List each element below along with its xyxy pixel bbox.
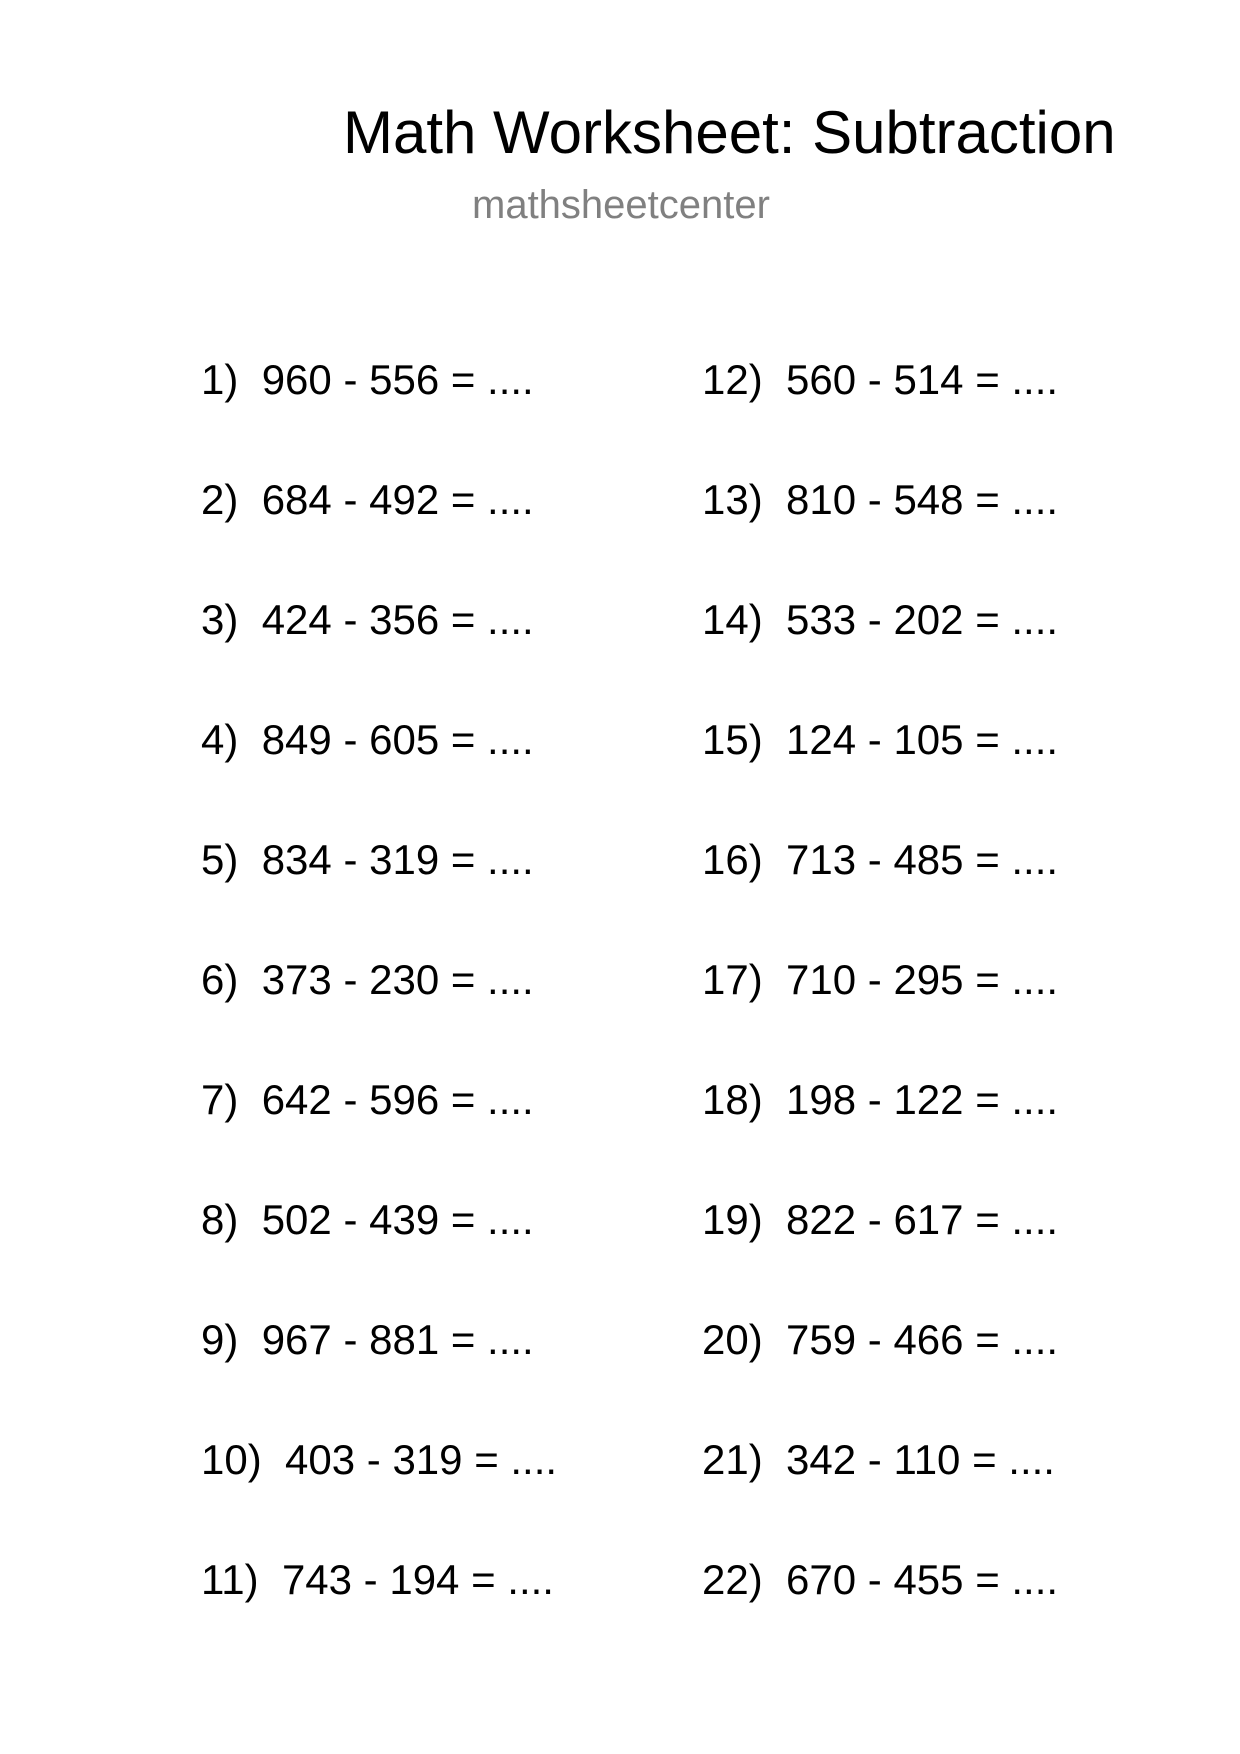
worksheet-title: Math Worksheet: Subtraction xyxy=(343,99,1116,166)
problem-expression: 342 - 110 = .... xyxy=(786,1436,1055,1483)
problem-item xyxy=(201,1435,557,1485)
problem-expression: 710 - 295 = .... xyxy=(786,956,1059,1003)
problem-number: 13) xyxy=(702,476,763,523)
problem-expression: 684 - 492 = .... xyxy=(261,476,534,523)
problem-number: 6) xyxy=(201,956,239,1003)
problem-item xyxy=(201,835,534,885)
problem-item xyxy=(702,1435,1055,1485)
problem-number: 9) xyxy=(201,1316,239,1363)
problem-expression: 960 - 556 = .... xyxy=(261,356,534,403)
problem-number: 20) xyxy=(702,1316,763,1363)
problem-number: 5) xyxy=(201,836,239,883)
problem-number: 21) xyxy=(702,1436,763,1483)
problem-item xyxy=(702,595,1058,645)
problem-expression: 373 - 230 = .... xyxy=(261,956,534,1003)
problem-item xyxy=(702,835,1058,885)
problem-number: 18) xyxy=(702,1076,763,1123)
problem-number: 8) xyxy=(201,1196,239,1243)
problem-number: 2) xyxy=(201,476,239,523)
problem-expression: 533 - 202 = .... xyxy=(786,596,1059,643)
problem-number: 3) xyxy=(201,596,239,643)
problem-expression: 834 - 319 = .... xyxy=(261,836,534,883)
problem-number: 7) xyxy=(201,1076,239,1123)
problem-item xyxy=(702,955,1058,1005)
problem-expression: 967 - 881 = .... xyxy=(261,1316,534,1363)
problem-expression: 670 - 455 = .... xyxy=(786,1556,1059,1603)
problem-item xyxy=(702,475,1058,525)
problem-expression: 642 - 596 = .... xyxy=(261,1076,534,1123)
problem-item xyxy=(201,1555,554,1605)
problem-number: 16) xyxy=(702,836,763,883)
problem-item xyxy=(702,1075,1058,1125)
problem-expression: 822 - 617 = .... xyxy=(786,1196,1059,1243)
problem-expression: 403 - 319 = .... xyxy=(285,1436,558,1483)
problem-expression: 849 - 605 = .... xyxy=(261,716,534,763)
problem-expression: 424 - 356 = .... xyxy=(261,596,534,643)
problem-item xyxy=(201,595,534,645)
problem-expression: 124 - 105 = .... xyxy=(786,716,1059,763)
problem-number: 22) xyxy=(702,1556,763,1603)
problem-item xyxy=(201,1315,534,1365)
problem-expression: 713 - 485 = .... xyxy=(786,836,1059,883)
problem-item xyxy=(702,355,1058,405)
problem-number: 1) xyxy=(201,356,239,403)
problem-expression: 560 - 514 = .... xyxy=(786,356,1059,403)
problem-number: 15) xyxy=(702,716,763,763)
problem-item xyxy=(201,475,534,525)
problem-number: 19) xyxy=(702,1196,763,1243)
problem-item xyxy=(702,1195,1058,1245)
problem-item xyxy=(702,1315,1058,1365)
problem-item xyxy=(201,715,534,765)
problem-number: 10) xyxy=(201,1436,262,1483)
problem-item xyxy=(702,715,1058,765)
problem-item xyxy=(201,355,534,405)
problem-number: 14) xyxy=(702,596,763,643)
problem-item xyxy=(201,1195,534,1245)
problem-item xyxy=(201,1075,534,1125)
problem-expression: 198 - 122 = .... xyxy=(786,1076,1059,1123)
problem-item xyxy=(702,1555,1058,1605)
problem-expression: 759 - 466 = .... xyxy=(786,1316,1059,1363)
problem-expression: 743 - 194 = .... xyxy=(281,1556,554,1603)
worksheet-source: mathsheetcenter xyxy=(472,183,770,227)
problem-number: 17) xyxy=(702,956,763,1003)
problem-item xyxy=(201,955,534,1005)
problem-number: 4) xyxy=(201,716,239,763)
problem-number: 12) xyxy=(702,356,763,403)
problem-number: 11) xyxy=(201,1556,259,1603)
problem-expression: 810 - 548 = .... xyxy=(786,476,1059,523)
problem-expression: 502 - 439 = .... xyxy=(261,1196,534,1243)
